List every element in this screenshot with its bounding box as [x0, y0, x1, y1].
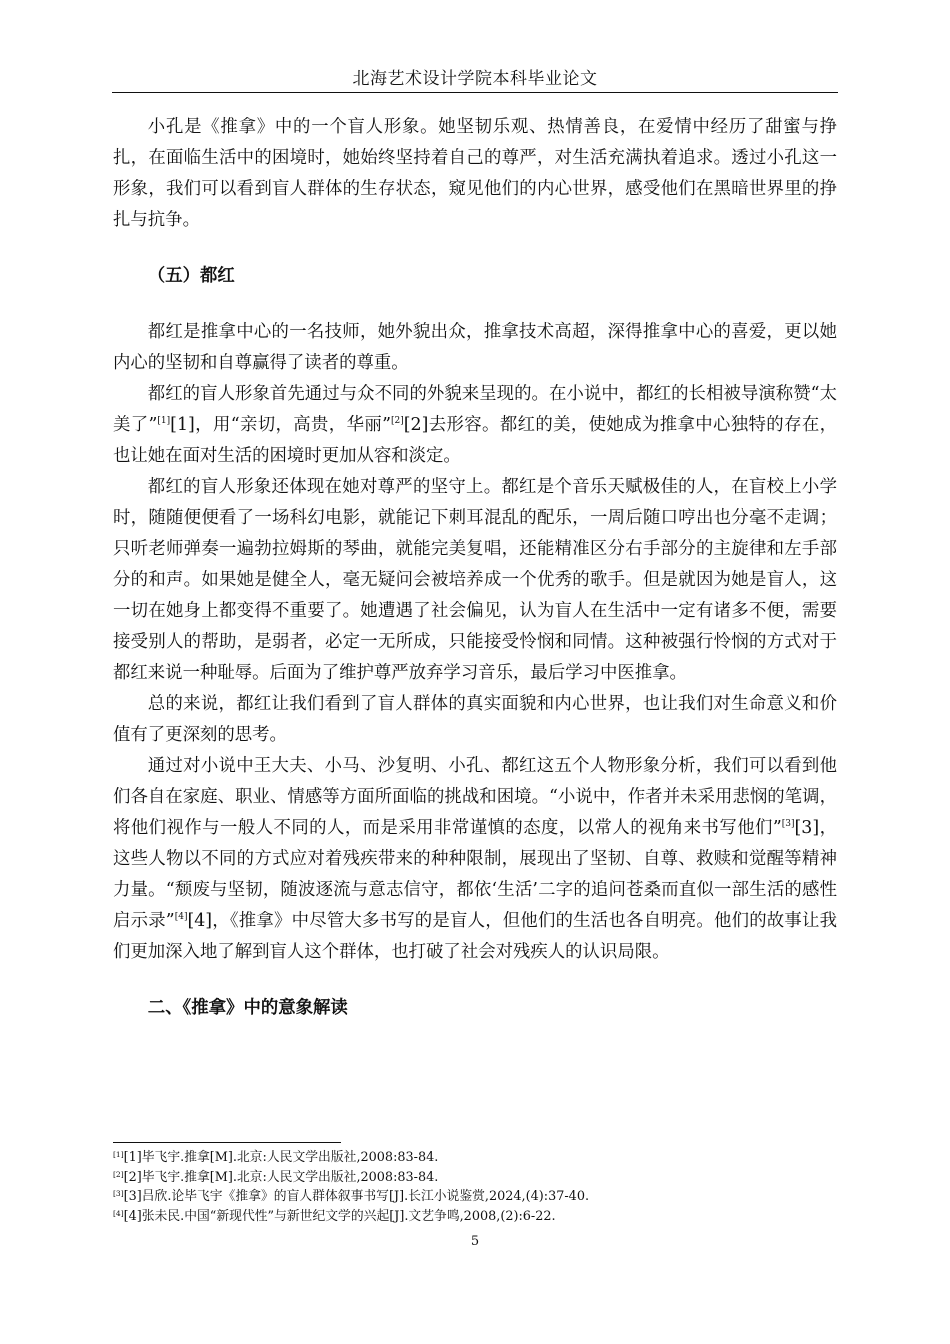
footnote-ref-3: [3]	[781, 819, 795, 829]
text-run: [2]去形容。都红的美，使她成为推拿中心独特的存在，也让她在面对生活的困境时更加从容和淡定。	[113, 415, 837, 466]
footnote-text: [3]吕欣.论毕飞宇《推拿》的盲人群体叙事书写[J].长江小说鉴赏,2024,(4):37-40.	[123, 1189, 590, 1204]
footnote-mark: [1]	[113, 1150, 124, 1159]
text-run: [1]，用“亲切，高贵，华丽”	[170, 415, 391, 435]
text-run: [3]，这些人物以不同的方式应对着残疾带来的种种限制，展现出了坚韧、自尊、救赎和觉醒等精神力量。“颓废与坚韧，随波逐流与意志信守，都依‘生活’二字的追问苍桑而直似一部生活的感性启示录”	[113, 818, 837, 931]
paragraph-duhong-appearance	[113, 379, 837, 472]
footnote-mark: [3]	[113, 1189, 124, 1198]
paragraph-five-characters	[113, 751, 837, 968]
footnote-mark: [4]	[113, 1208, 124, 1218]
footnote-item	[113, 1168, 837, 1188]
footnote-ref-4: [4]	[174, 912, 188, 922]
text-run: 都红的盲人形象首先通过与众不同的外貌来呈现的。在小说中，都红的长相被导演称赞“太美了”	[113, 384, 837, 435]
paragraph-duhong-summary: 总的来说，都红让我们看到了盲人群体的真实面貌和内心世界，也让我们对生命意义和价值有了更深刻的思考。	[113, 694, 837, 745]
footnote-text: [4]张未民.中国“新现代性”与新世纪文学的兴起[J].文艺争鸣,2008,(2):6-22.	[123, 1208, 556, 1224]
footnote-mark: [2]	[113, 1169, 124, 1179]
footnote-ref-2: [2]	[391, 416, 404, 426]
footnote-text: [2]毕飞宇.推拿[M].北京:人民文学出版社,2008:83-84.	[123, 1169, 439, 1185]
paragraph-duhong-intro: 都红是推拿中心的一名技师，她外貌出众，推拿技术高超，深得推拿中心的喜爱，更以她内心的坚韧和自尊赢得了读者的尊重。	[113, 322, 837, 373]
footnote-rule	[113, 1142, 341, 1143]
footnote-item	[113, 1187, 837, 1207]
body-text	[113, 112, 837, 1024]
footnotes	[113, 1148, 837, 1226]
text-run: [4]，《推拿》中尽管大多书写的是盲人，但他们的生活也各自明亮。他们的故事让我们更加深入地了解到盲人这个群体，也打破了社会对残疾人的认识局限。	[113, 911, 837, 962]
paragraph-xiaokong: 小孔是《推拿》中的一个盲人形象。她坚韧乐观、热情善良，在爱情中经历了甜蜜与挣扎，在面临生活中的困境时，她始终坚持着自己的尊严，对生活充满执着追求。透过小孔这一形象，我们可以看到盲人群体的生存状态，窥见他们的内心世界，感受他们在黑暗世界里的挣扎与抗争。	[113, 117, 837, 230]
header-rule	[112, 92, 838, 93]
paragraph-duhong-dignity: 都红的盲人形象还体现在她对尊严的坚守上。都红是个音乐天赋极佳的人，在盲校上小学时，随随便便看了一场科幻电影，就能记下刺耳混乱的配乐，一周后随口哼出也分毫不走调；只听老师弹奏一遍勃拉姆斯的琴曲，就能完美复唱，还能精准区分右手部分的主旋律和左手部分的和声。如果她是健全人，毫无疑问会被培养成一个优秀的歌手。但是就因为她是盲人，这一切在她身上都变得不重要了。她遭遇了社会偏见，认为盲人在生活中一定有诸多不便，需要接受别人的帮助，是弱者，必定一无所成，只能接受怜悯和同情。这种被强行怜悯的方式对于都红来说一种耻辱。后面为了维护尊严放弃学习音乐，最后学习中医推拿。	[113, 477, 837, 683]
chapter-heading-imagery: 二、《推拿》中的意象解读	[147, 998, 348, 1018]
footnote-ref-1: [1]	[157, 416, 171, 426]
page-header: 北海艺术设计学院本科毕业论文	[352, 69, 598, 89]
footnote-item	[113, 1148, 837, 1168]
section-heading-duhong: （五）都红	[147, 266, 235, 286]
page-number: 5	[470, 1234, 480, 1249]
footnote-text: [1]毕飞宇.推拿[M].北京:人民文学出版社,2008:83-84.	[123, 1150, 439, 1165]
footnote-item	[113, 1207, 837, 1227]
text-run: 通过对小说中王大夫、小马、沙复明、小孔、都红这五个人物形象分析，我们可以看到他们各自在家庭、职业、情感等方面所面临的挑战和困境。“小说中，作者并未采用悲悯的笔调，将他们视作与一般人不同的人，而是采用非常谨慎的态度，以常人的视角来书写他们”	[113, 756, 837, 838]
